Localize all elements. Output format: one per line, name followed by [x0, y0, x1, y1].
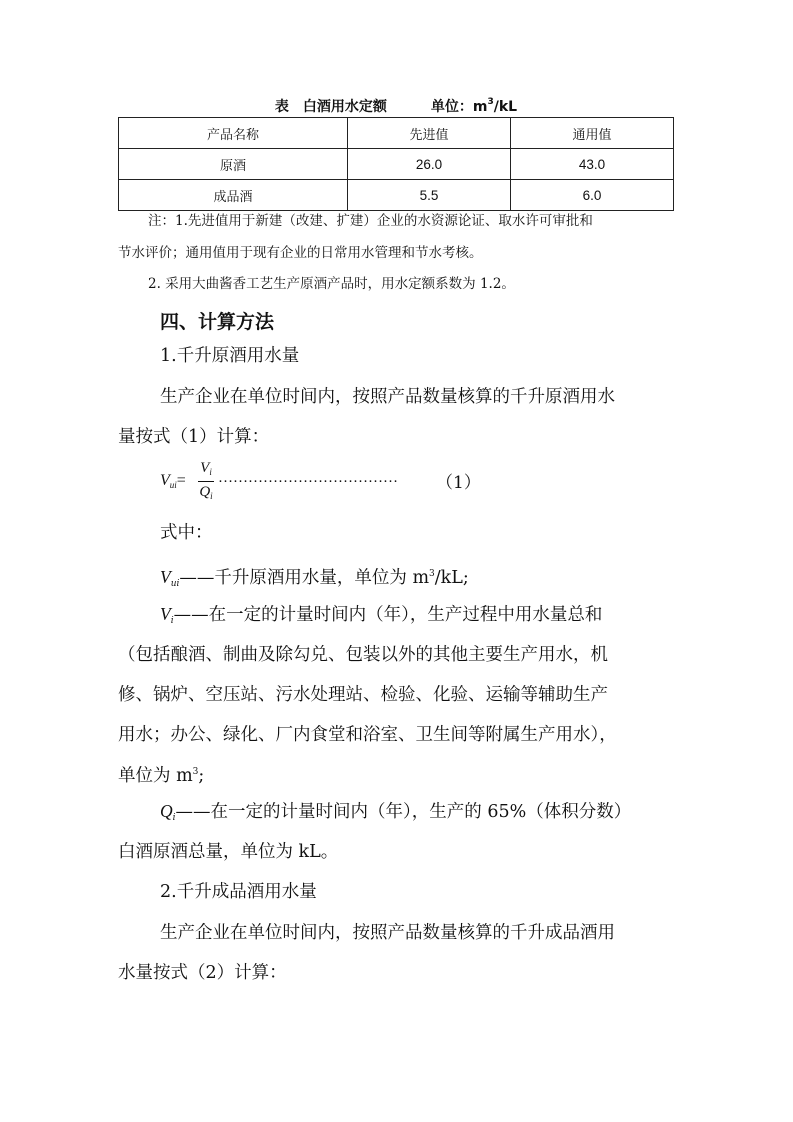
formula-denominator: $Q_i$ — [199, 484, 213, 501]
formula-leader-dots: ……………………………… — [218, 470, 398, 486]
paragraph-2-line-2: 水量按式（2）计算： — [118, 963, 287, 983]
header-advanced-value: 先进值 — [348, 118, 511, 149]
definition-vi-line-2: （包括酿酒、制曲及除勾兑、包装以外的其他主要生产用水，机 — [118, 645, 608, 665]
formula-1 — [160, 458, 500, 508]
note-1-line-2: 节水评价；通用值用于现有企业的日常用水管理和节水考核。 — [118, 245, 483, 261]
table-caption-title: 表 白酒用水定额 — [274, 99, 387, 115]
paragraph-2-line-1: 生产企业在单位时间内，按照产品数量核算的千升成品酒用 — [160, 923, 615, 943]
water-quota-table — [118, 117, 674, 211]
note-2: 2. 采用大曲酱香工艺生产原酒产品时，用水定额系数为 1.2。 — [148, 276, 515, 292]
table-caption-unit: 单位：$m^3/kL$ — [430, 97, 518, 115]
section-heading: 四、计算方法 — [160, 311, 275, 333]
subheading-1: 1.千升原酒用水量 — [160, 346, 300, 366]
paragraph-1-line-1: 生产企业在单位时间内，按照产品数量核算的千升原酒用水 — [160, 387, 615, 407]
table-header-row — [119, 118, 674, 149]
cell-product-name: 原酒 — [119, 149, 348, 180]
note-1-line-1: 注：1.先进值用于新建（改建、扩建）企业的水资源论证、取水许可审批和 — [148, 213, 593, 229]
formula-number: （1） — [436, 473, 481, 493]
cell-advanced-value: 5.5 — [348, 180, 511, 211]
definition-qi-line-2: 白酒原酒总量，单位为 kL。 — [118, 842, 339, 862]
fraction-bar — [198, 481, 214, 482]
formula-numerator: $V_i$ — [200, 460, 212, 477]
header-product-name: 产品名称 — [119, 118, 348, 149]
definition-vui: $V_{ui}——$千升原酒用水量，单位为 $m^3/kL$; — [160, 567, 469, 589]
table-row — [119, 149, 674, 180]
header-general-value: 通用值 — [511, 118, 674, 149]
definition-vi-line-1: $V_i——$在一定的计量时间内（年），生产过程中用水量总和 — [160, 604, 603, 626]
table-row — [119, 180, 674, 211]
where-label: 式中： — [160, 523, 213, 543]
cell-advanced-value: 26.0 — [348, 149, 511, 180]
table-caption — [118, 96, 674, 116]
cell-general-value: 6.0 — [511, 180, 674, 211]
paragraph-1-line-2: 量按式（1）计算： — [118, 427, 270, 447]
cell-general-value: 43.0 — [511, 149, 674, 180]
definition-vi-line-5: 单位为 $m^3$; — [118, 766, 205, 786]
definition-qi-line-1: $Q_i——$在一定的计量时间内（年），生产的 65%（体积分数） — [160, 801, 632, 823]
cell-product-name: 成品酒 — [119, 180, 348, 211]
subheading-2: 2.千升成品酒用水量 — [160, 882, 317, 902]
definition-vi-line-3: 修、锅炉、空压站、污水处理站、检验、化验、运输等辅助生产 — [118, 685, 608, 705]
formula-lhs: $V_{ui}=$ — [160, 472, 186, 490]
definition-vi-line-4: 用水；办公、绿化、厂内食堂和浴室、卫生间等附属生产用水）， — [118, 725, 617, 745]
